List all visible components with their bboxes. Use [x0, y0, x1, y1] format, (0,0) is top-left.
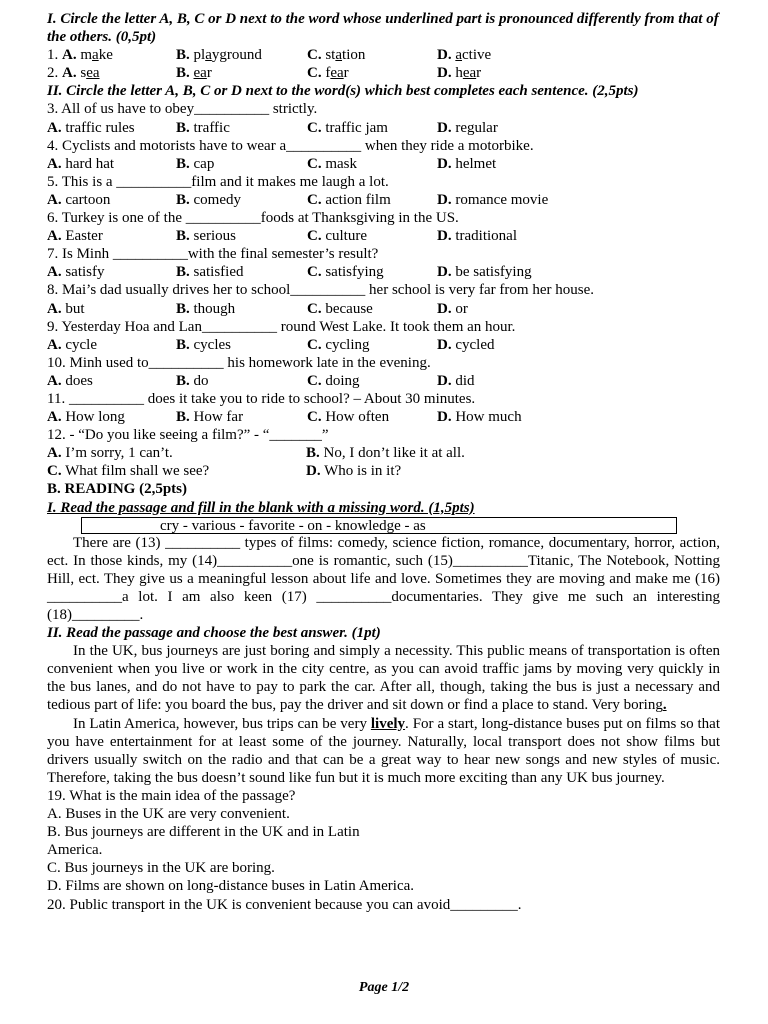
passage-1: There are (13) __________ types of films: comedy, science fiction, romance, documentary, horror, action, ect. In those kinds, my (14)__________one is romantic, such (15)__________Titanic, The Notebook, Notting Hill, ect. They give us a meaningful lesson about life and love. Sometimes they are moving and make me (16) __________a lot. I am also keen (17) __________documentaries. They give me such an interesting (18)_________.: [47, 534, 720, 623]
q7-option-a: A. satisfy: [47, 264, 105, 281]
q4-stem: 4. Cyclists and motorists have to wear a__________ when they ride a motorbike.: [47, 137, 534, 154]
q8-stem: 8. Mai’s dad usually drives her to school__________ her school is very far from her house.: [47, 282, 594, 299]
q1-option-d: D. active: [437, 47, 492, 64]
q12-options-row2: [47, 462, 720, 480]
q12-stem: 12. - “Do you like seeing a film?” - “_______”: [47, 427, 329, 444]
page-number: Page 1/2: [358, 980, 410, 995]
q3-stem: 3. All of us have to obey__________ strictly.: [47, 101, 318, 118]
q11-option-c: C. How often: [307, 409, 390, 426]
q6-option-a: A. Easter: [47, 228, 103, 245]
q9-option-d: D. cycled: [437, 336, 495, 353]
word-box: cry - various - favorite - on - knowledge - as: [81, 517, 677, 534]
q2-option-b: B. ear: [176, 65, 212, 82]
q12-option-b: B. No, I don’t like it at all.: [306, 445, 465, 462]
q7-option-b: B. satisfied: [176, 264, 244, 281]
q11-option-d: D. How much: [437, 409, 522, 426]
q3-option-b: B. traffic: [176, 119, 230, 136]
q12-option-c: C. What film shall we see?: [47, 463, 210, 480]
q1-option-b: B. playground: [176, 47, 262, 64]
q8-option-d: D. or: [437, 300, 468, 317]
q2-option-a: 2. A. sea: [47, 65, 100, 82]
q20-stem: 20. Public transport in the UK is convenient because you can avoid_________.: [47, 896, 522, 913]
q19-option-b: B. Bus journeys are different in the UK and in Latin: [47, 824, 360, 841]
q4-option-d: D. helmet: [437, 155, 497, 172]
q2-option-c: C. fear: [307, 65, 349, 82]
q5-stem: 5. This is a __________film and it makes me laugh a lot.: [47, 173, 389, 190]
q3-option-a: A. traffic rules: [47, 119, 135, 136]
q7-options: [47, 263, 720, 281]
q11-stem: 11. __________ does it take you to ride to school? – About 30 minutes.: [47, 390, 476, 407]
q11-option-a: A. How long: [47, 409, 125, 426]
section1-heading: I. Circle the letter A, B, C or D next to the word whose underlined part is pronounced differently from that of the others. (0,5pt): [47, 11, 719, 46]
q6-option-d: D. traditional: [437, 228, 517, 245]
q10-option-c: C. doing: [307, 372, 360, 389]
q10-option-a: A. does: [47, 372, 93, 389]
passage-2-paragraph-2: In Latin America, however, bus trips can be very lively. For a start, long-distance buses put on films so that you have entertainment for at least some of the journey. Naturally, local transport does not show films but drivers usually switch on the radio and that can be a great way to hear new songs and new styles of music. Therefore, taking the bus doesn’t sound like fun but it is much more exciting than any UK bus journey.: [47, 715, 720, 786]
q5-option-d: D. romance movie: [437, 191, 549, 208]
q6-option-b: B. serious: [176, 228, 237, 245]
q19-option-a: A. Buses in the UK are very convenient.: [47, 806, 290, 823]
q19-option-c: C. Bus journeys in the UK are boring.: [47, 860, 275, 877]
q10-option-d: D. did: [437, 372, 475, 389]
q7-option-d: D. be satisfying: [437, 264, 532, 281]
q3-option-c: C. traffic jam: [307, 119, 388, 136]
reading-part1-heading: I. Read the passage and fill in the blank with a missing word. (1,5pts): [47, 499, 475, 516]
q6-stem: 6. Turkey is one of the __________foods at Thanksgiving in the US.: [47, 210, 459, 227]
q6-option-c: C. culture: [307, 228, 367, 245]
section2-heading: II. Circle the letter A, B, C or D next to the word(s) which best completes each sentence. (2,5pts): [47, 83, 639, 100]
q4-option-c: C. mask: [307, 155, 358, 172]
q5-option-a: A. cartoon: [47, 191, 111, 208]
q4-option-a: A. hard hat: [47, 155, 115, 172]
q12-option-d: D. Who is in it?: [306, 463, 402, 480]
reading-part2-heading: II. Read the passage and choose the best answer. (1pt): [47, 625, 381, 642]
question-1: [47, 46, 720, 64]
q7-stem: 7. Is Minh __________with the final semester’s result?: [47, 246, 379, 263]
q12-option-a: A. I’m sorry, 1 can’t.: [47, 445, 173, 462]
q10-stem: 10. Minh used to__________ his homework late in the evening.: [47, 354, 431, 371]
q9-option-c: C. cycling: [307, 336, 370, 353]
q4-options: [47, 155, 720, 173]
reading-title: B. READING (2,5pts): [47, 481, 188, 498]
q3-options: [47, 119, 720, 137]
underlined-word-lively: lively: [370, 715, 406, 732]
q6-options: [47, 227, 720, 245]
q8-option-c: C. because: [307, 300, 373, 317]
q9-option-b: B. cycles: [176, 336, 231, 353]
q10-option-b: B. do: [176, 372, 209, 389]
mcq-list: [47, 100, 720, 426]
exam-page: [47, 10, 720, 914]
q7-option-c: C. satisfying: [307, 264, 384, 281]
q1-option-c: C. station: [307, 47, 366, 64]
q11-option-b: B. How far: [176, 409, 244, 426]
q12-options-row1: [47, 444, 720, 462]
q2-option-d: D. hear: [437, 65, 482, 82]
q3-option-d: D. regular: [437, 119, 498, 136]
q19-option-d: D. Films are shown on long-distance buses in Latin America.: [47, 878, 415, 895]
q1-option-a: 1. A. make: [47, 47, 113, 64]
q9-stem: 9. Yesterday Hoa and Lan__________ round West Lake. It took them an hour.: [47, 318, 516, 335]
q9-options: [47, 336, 720, 354]
q5-options: [47, 191, 720, 209]
question-2: [47, 64, 720, 82]
q8-options: [47, 300, 720, 318]
q5-option-b: B. comedy: [176, 191, 241, 208]
q10-options: [47, 372, 720, 390]
q19-option-b-continued: America.: [47, 842, 103, 859]
q8-option-b: B. though: [176, 300, 236, 317]
q4-option-b: B. cap: [176, 155, 215, 172]
q5-option-c: C. action film: [307, 191, 391, 208]
passage-2-paragraph-1: In the UK, bus journeys are just boring and simply a necessity. This public means of transportation is often convenient when you live or work in the city centre, as you can avoid traffic jams by moving very quickly in the bus lanes, and do not have to pay to park the car. After all, though, taking the bus is just a necessary and tedious part of life: you board the bus, pay the driver and sit down or find a place to stand. Very boring.: [47, 643, 720, 714]
q11-options: [47, 408, 720, 426]
q8-option-a: A. but: [47, 300, 85, 317]
q9-option-a: A. cycle: [47, 336, 97, 353]
q19-stem: 19. What is the main idea of the passage?: [47, 787, 296, 804]
